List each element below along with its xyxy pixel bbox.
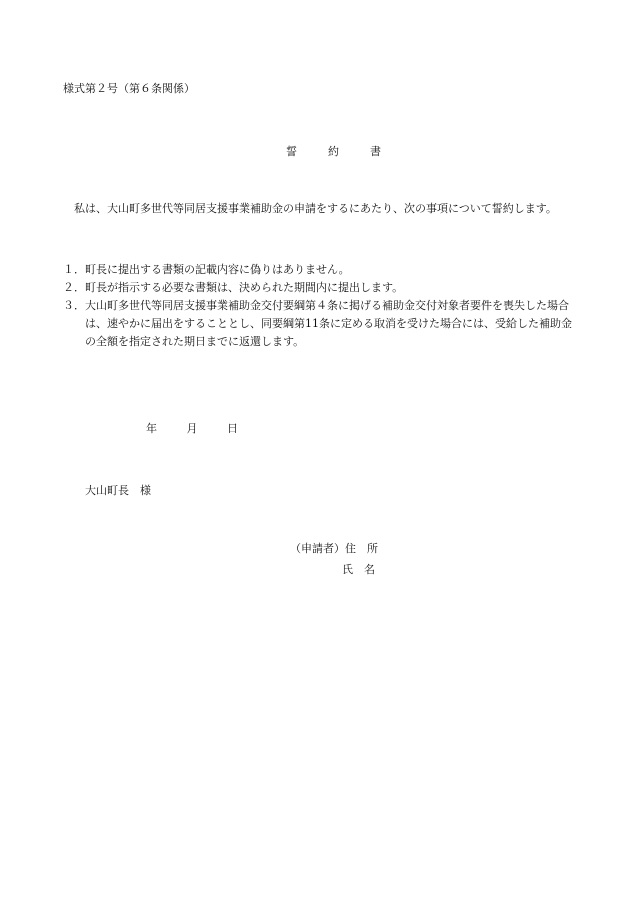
- pledge-items: [63, 261, 581, 351]
- applicant-name-label: 氏 名: [342, 563, 375, 576]
- pledge-item-text: 大山町多世代等同居支援事業補助金交付要綱第４条に掲げる補助金交付対象者要件を喪失した場合は、速やかに届出をすることとし、同要綱第11条に定める取消を受けた場合には、受給した補助金の全額を指定された期日までに返還します。: [85, 299, 572, 348]
- pledge-item-number: １．: [63, 263, 85, 276]
- form-number: 様式第２号（第６条関係）: [63, 82, 195, 95]
- pledge-item-text: 町長が指示する必要な書類は、決められた期間内に提出します。: [85, 281, 404, 294]
- pledge-item-text: 町長に提出する書類の記載内容に偽りはありません。: [85, 263, 350, 276]
- pledge-item-number: ２．: [63, 281, 85, 294]
- date-day-label: 日: [227, 422, 238, 435]
- document-title: 誓 約 書: [286, 145, 391, 158]
- date-line: [146, 421, 238, 436]
- pledge-item-3: [63, 297, 581, 351]
- date-year-label: 年: [146, 422, 157, 435]
- date-month-label: 月: [186, 422, 198, 435]
- applicant-address-label: （申請者）住 所: [290, 542, 378, 555]
- pledge-item-1: [63, 261, 581, 279]
- pledge-item-number: ３．: [63, 299, 85, 312]
- addressee: 大山町長 様: [85, 484, 151, 497]
- intro-paragraph: 私は、大山町多世代等同居支援事業補助金の申請をするにあたり、次の事項について誓約します。: [74, 202, 557, 215]
- pledge-item-2: [63, 279, 581, 297]
